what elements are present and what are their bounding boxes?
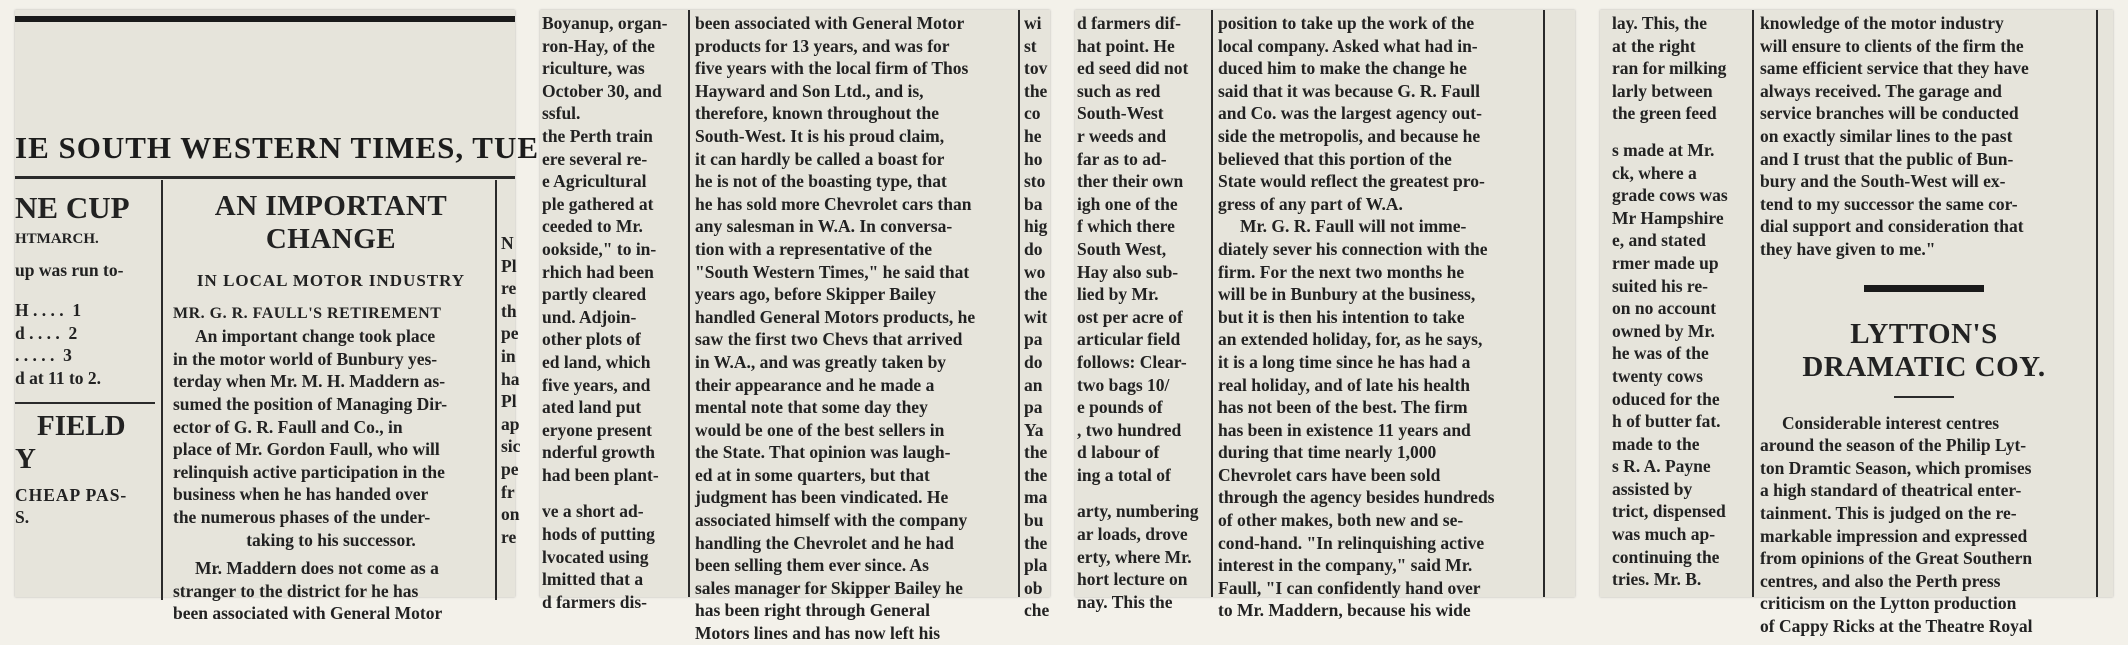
fragment: pe	[501, 458, 519, 479]
text-line: always received. The garage and	[1760, 80, 2002, 101]
text-line: sto	[1024, 171, 1046, 192]
text-line: two bags 10/	[1077, 374, 1170, 395]
fragment: on	[501, 504, 520, 525]
text-line: Considerable interest centres	[1782, 412, 2000, 433]
lytton-headline: LYTTON'S	[1850, 317, 1998, 350]
text-line: to Mr. Maddern, because his wide	[1218, 600, 1471, 621]
text-line: markable impression and expressed	[1760, 525, 2028, 546]
text-line: und. Adjoin-	[542, 306, 637, 327]
text-line: gress of any part of W.A.	[1218, 193, 1403, 214]
text-line: the	[1024, 464, 1048, 485]
text-line: he	[1024, 125, 1042, 146]
text-line: "South Western Times," he said that	[695, 261, 970, 282]
text-line: has not been of the best. The firm	[1218, 397, 1468, 418]
text-line: ba	[1024, 193, 1043, 214]
text-line: will be in Bunbury at the business,	[1218, 284, 1476, 305]
text-line: their appearance and he made a	[695, 374, 935, 395]
fragment: fr	[501, 481, 515, 502]
fragment: Pl	[501, 391, 517, 412]
text-line: ton Dramtic Season, which promises	[1760, 457, 2032, 478]
text-line: an extended holiday, for, as he says,	[1218, 329, 1483, 350]
text-line: ar loads, drove	[1077, 524, 1188, 545]
text-line: tov	[1024, 58, 1048, 79]
text-line: on no account	[1612, 298, 1717, 319]
text-line: do	[1024, 238, 1043, 259]
odds-line: d at 11 to 2.	[15, 367, 102, 388]
text-line: during that time nearly 1,000	[1218, 442, 1437, 463]
article-byline: MR. G. R. FAULL'S RETIREMENT	[173, 304, 442, 322]
text-line: erty, where Mr.	[1077, 546, 1192, 567]
text-line: ron-Hay, of the	[542, 35, 655, 56]
text-line: ple gathered at	[542, 193, 654, 214]
text-line: hig	[1024, 216, 1048, 237]
column-rule	[161, 180, 163, 600]
text-line	[542, 486, 682, 500]
text-line: on exactly similar lines to the past	[1760, 125, 2013, 146]
text-line: bury and the South-West will ex-	[1760, 171, 2006, 192]
farm-column	[542, 12, 682, 612]
text-line: been selling them ever since. As	[695, 555, 929, 576]
text-line: tend to my successor the same cor-	[1760, 193, 2018, 214]
masthead: IE SOUTH WESTERN TIMES, TUE	[15, 130, 540, 165]
text-line: diately sever his connection with the	[1218, 238, 1488, 259]
text-line: ere several re-	[542, 148, 648, 169]
faull-article-column	[695, 12, 1013, 644]
text-line: taking to his successor.	[246, 529, 416, 550]
text-line: would be one of the best sellers in	[695, 419, 945, 440]
text-line: Faull, "I can confidently hand over	[1218, 577, 1481, 598]
text-line: has been right through General	[695, 600, 930, 621]
text-line: mental note that some day they	[695, 397, 928, 418]
text-line: stranger to the district for he has	[173, 580, 419, 601]
clipping-panel-2	[540, 10, 1050, 644]
text-line: ector of G. R. Faull and Co., in	[173, 416, 403, 437]
text-line: side the metropolis, and because he	[1218, 125, 1481, 146]
text-line: st	[1024, 35, 1037, 56]
text-line: place of Mr. Gordon Faull, who will	[173, 439, 440, 460]
text-line: Ya	[1024, 419, 1044, 440]
text-line: five years, and	[542, 374, 651, 395]
column-rule	[2096, 10, 2098, 597]
text-line: e pounds of	[1077, 397, 1163, 418]
text-line: of Cappy Ricks at the Theatre Royal	[1760, 615, 2033, 636]
result-line: H . . . . 1	[15, 300, 82, 321]
article-headline: AN IMPORTANT CHANGE	[214, 190, 448, 255]
top-rule	[15, 16, 515, 22]
text-line: judgment has been vindicated. He	[695, 487, 949, 508]
text-line: five years with the local firm of Thos	[695, 58, 969, 79]
text-line: but it is then his intention to take	[1218, 306, 1465, 327]
article-divider	[1864, 285, 1984, 292]
text-line: wo	[1024, 261, 1046, 282]
text-line: the Perth train	[542, 125, 653, 146]
text-line: duced him to make the change he	[1218, 58, 1467, 79]
text-line: service branches will be conducted	[1760, 103, 2019, 124]
fragment: ha	[501, 368, 520, 389]
masthead-rule	[15, 176, 515, 179]
text-line: South West,	[1077, 238, 1167, 259]
y-glyph: Y	[15, 442, 36, 475]
text-line: the	[1024, 80, 1048, 101]
text-line: believed that this portion of the	[1218, 148, 1452, 169]
text-line: Mr. G. R. Faull will not imme-	[1240, 216, 1467, 237]
text-line: saw the first two Chevs that arrived	[695, 329, 963, 350]
s-line: S.	[15, 507, 30, 528]
text-line: arty, numbering	[1077, 501, 1199, 522]
text-line: interest in the company," said Mr.	[1218, 555, 1473, 576]
field-heading: FIELD	[37, 409, 126, 442]
text-line: position to take up the work of the	[1218, 13, 1475, 33]
text-line: oduced for the	[1612, 388, 1720, 409]
column-rule	[1211, 10, 1213, 597]
fragment: re	[501, 278, 517, 299]
text-line: cond-hand. "In relinquishing active	[1218, 532, 1485, 553]
cup-heading: NE CUP	[15, 190, 130, 225]
fragment: N	[501, 233, 514, 253]
text-line: around the season of the Philip Lyt-	[1760, 435, 2027, 456]
text-line: local company. Asked what had in-	[1218, 35, 1478, 56]
text-line: owned by Mr.	[1612, 320, 1715, 341]
text-line: criticism on the Lytton production	[1760, 593, 2017, 614]
text-line: years ago, before Skipper Bailey	[695, 284, 936, 305]
text-line: eryone present	[542, 419, 652, 440]
text-line: ceeded to Mr.	[542, 216, 643, 237]
text-line: a high standard of theatrical enter-	[1760, 480, 2022, 501]
text-line: Mr Hampshire	[1612, 207, 1724, 228]
text-line: will ensure to clients of the firm the	[1760, 35, 2024, 56]
text-line: lay. This, the	[1612, 13, 1707, 33]
text-line: , two hundred	[1077, 419, 1182, 440]
text-line: ob	[1024, 577, 1043, 598]
text-line: firm. For the next two months he	[1218, 261, 1465, 282]
text-line: ma	[1024, 487, 1048, 508]
text-line: the	[1024, 284, 1048, 305]
text-line: South-West	[1077, 103, 1164, 124]
text-line: he was of the	[1612, 343, 1709, 364]
text-line: riculture, was	[542, 58, 645, 79]
text-line: South-West. It is his proud claim,	[695, 125, 945, 146]
text-line: the numerous phases of the under-	[173, 506, 431, 527]
text-line: the green feed	[1612, 103, 1717, 124]
text-line: it is a long time since he has had a	[1218, 351, 1471, 372]
text-line: ck, where a	[1612, 162, 1697, 183]
text-line: sales manager for Skipper Bailey he	[695, 577, 963, 598]
text-line: ated land put	[542, 397, 642, 418]
text-line: had been plant-	[542, 464, 659, 485]
text-line: ed at in some quarters, but that	[695, 464, 930, 485]
text-line: any salesman in W.A. In conversa-	[695, 216, 953, 237]
text-line: of other makes, both new and se-	[1218, 510, 1464, 531]
text-line: f which there	[1077, 216, 1175, 237]
text-line: hort lecture on	[1077, 569, 1188, 590]
text-line: wit	[1024, 306, 1048, 327]
text-line: pa	[1024, 329, 1043, 350]
text-line: do	[1024, 351, 1043, 372]
text-line: e, and stated	[1612, 230, 1706, 251]
text-line: ost per acre of	[1077, 306, 1183, 327]
text-line: it can hardly be called a boast for	[695, 148, 945, 169]
text-line: handling the Chevrolet and he had	[695, 532, 954, 553]
text-line: s R. A. Payne	[1612, 456, 1711, 477]
text-line: ssful.	[542, 103, 581, 124]
fragment: in	[501, 345, 516, 366]
text-line: hat point. He	[1077, 35, 1175, 56]
faull-article-column	[1218, 12, 1536, 621]
text-line: associated himself with the company	[695, 510, 968, 531]
text-line: d farmers dis-	[542, 591, 647, 612]
farm-column	[1077, 12, 1205, 612]
text-line: they have given to me."	[1760, 238, 1936, 259]
text-line: s made at Mr.	[1612, 139, 1715, 160]
text-line: lied by Mr.	[1077, 284, 1159, 305]
text-line: lmitted that a	[542, 569, 644, 590]
cheap-line: CHEAP PAS-	[15, 484, 128, 505]
text-line: follows: Clear-	[1077, 351, 1187, 372]
text-line: in the motor world of Bunbury yes-	[173, 348, 438, 369]
text-line: assisted by	[1612, 478, 1693, 499]
fragment: re	[501, 526, 517, 547]
text-line: larly between	[1612, 80, 1713, 101]
text-line: igh one of the	[1077, 193, 1178, 214]
text-line: was much ap-	[1612, 524, 1716, 545]
text-line: such as red	[1077, 80, 1161, 101]
text-line: nay. This the	[1077, 591, 1173, 612]
text-line: the State. That opinion was laugh-	[695, 442, 951, 463]
text-line: relinquish active participation in the	[173, 461, 445, 482]
important-change-article	[173, 190, 489, 624]
text-line: rmer made up	[1612, 252, 1719, 273]
text-line: made to the	[1612, 433, 1700, 454]
text-line: ed seed did not	[1077, 58, 1189, 79]
text-line: partly cleared	[542, 284, 647, 305]
text-line: October 30, and	[542, 80, 662, 101]
text-line: articular field	[1077, 329, 1181, 350]
text-line: d farmers dif-	[1077, 13, 1182, 33]
text-line: Chevrolet cars have been sold	[1218, 464, 1441, 485]
text-line: at the right	[1612, 35, 1696, 56]
text-line: from opinions of the Great Southern	[1760, 548, 2033, 569]
left-column-fragment	[15, 180, 155, 600]
fragment: Pl	[501, 255, 517, 276]
text-line: nderful growth	[542, 442, 655, 463]
text-line: Mr. Maddern does not come as a	[195, 558, 439, 579]
text-line: trict, dispensed	[1612, 501, 1726, 522]
text-line: co	[1024, 103, 1041, 124]
text-line: through the agency besides hundreds	[1218, 487, 1495, 508]
column-rule	[495, 180, 497, 600]
text-line: hods of putting	[542, 524, 655, 545]
text-line: and Co. was the largest agency out-	[1218, 103, 1482, 124]
text-line: ve a short ad-	[542, 501, 644, 522]
text-line: ho	[1024, 148, 1043, 169]
text-line: pa	[1024, 397, 1043, 418]
text-line: ran for milking	[1612, 58, 1727, 79]
text-line: Hayward and Son Ltd., and is,	[695, 80, 924, 101]
text-line: dial support and consideration that	[1760, 216, 2024, 237]
text-line: the	[1024, 442, 1048, 463]
text-line: tion with a representative of the	[695, 238, 933, 259]
fragment: ap	[501, 413, 520, 434]
text-line: grade cows was	[1612, 185, 1728, 206]
right-column-fragment	[501, 232, 521, 602]
farm-column	[1612, 12, 1746, 599]
text-line: bu	[1024, 510, 1044, 531]
text-line: in W.A., and was greatly taken by	[695, 351, 947, 372]
clipping-panel-3	[1075, 10, 1575, 621]
result-line: d . . . . 2	[15, 322, 78, 343]
text-line: said that it was because G. R. Faull	[1218, 80, 1481, 101]
text-line: he has sold more Chevrolet cars than	[695, 193, 972, 214]
text-line: Boyanup, organ-	[542, 13, 668, 33]
text-line: sumed the position of Managing Dir-	[173, 393, 448, 414]
text-line: he is not of the boasting type, that	[695, 171, 947, 192]
headline-rule	[1894, 396, 1954, 398]
text-line: rhich had been	[542, 261, 654, 282]
text-line: twenty cows	[1612, 365, 1703, 386]
text-line: e Agricultural	[542, 171, 647, 192]
result-line: . . . . . 3	[15, 345, 72, 366]
text-line: ther their own	[1077, 171, 1184, 192]
text-line: An important change took place	[195, 326, 436, 347]
text-line: Motors lines and has now left his	[695, 623, 941, 644]
text-line: ed land, which	[542, 351, 651, 372]
text-line: products for 13 years, and was for	[695, 35, 950, 56]
column-rule	[1018, 10, 1020, 597]
text-line: continuing the	[1612, 546, 1720, 567]
text-line: and I trust that the public of Bun-	[1760, 148, 2014, 169]
text-line: pla	[1024, 555, 1048, 576]
clipping-panel-1	[15, 10, 540, 624]
text-line: therefore, known throughout the	[695, 103, 940, 124]
lytton-headline: DRAMATIC COY.	[1802, 350, 2046, 383]
march-line: HTMARCH.	[15, 231, 99, 247]
text-line: an	[1024, 374, 1043, 395]
text-line: centres, and also the Perth press	[1760, 570, 2001, 591]
text-line: Hay also sub-	[1077, 261, 1179, 282]
text-line: lvocated using	[542, 546, 649, 567]
text-line: knowledge of the motor industry	[1760, 13, 2004, 33]
text-line: tries. Mr. B.	[1612, 569, 1702, 590]
text-line: State would reflect the greatest pro-	[1218, 171, 1485, 192]
text-line: ookside," to in-	[542, 238, 657, 259]
fragment: sic	[501, 436, 521, 457]
text-line: d labour of	[1077, 442, 1160, 463]
text-line: che	[1024, 600, 1050, 621]
text-line: other plots of	[542, 329, 641, 350]
text-line: tainment. This is judged on the re-	[1760, 502, 2017, 523]
right-column-fragment	[1024, 12, 1050, 621]
text-line: has been in existence 11 years and	[1218, 419, 1471, 440]
text-line: suited his re-	[1612, 275, 1708, 296]
fragment: th	[501, 300, 517, 321]
text-line: handled General Motors products, he	[695, 306, 976, 327]
text-line	[1077, 486, 1205, 500]
clipping-panel-4	[1600, 10, 2113, 636]
text-line: been associated with General Motor	[695, 13, 965, 33]
text-line	[1612, 125, 1746, 139]
text-line: business when he has handed over	[173, 484, 429, 505]
faull-article-column	[1760, 12, 2088, 636]
text-line: been associated with General Motor	[173, 603, 443, 624]
fragment: pe	[501, 323, 519, 344]
text-line: wi	[1024, 13, 1042, 33]
text-line: same efficient service that they have	[1760, 58, 2029, 79]
text-line: real holiday, and of late his health	[1218, 374, 1471, 395]
column-rule	[688, 10, 690, 597]
text-line: far as to ad-	[1077, 148, 1167, 169]
article-subhead: IN LOCAL MOTOR INDUSTRY	[196, 271, 466, 290]
column-rule	[1543, 10, 1545, 597]
text-line: the	[1024, 532, 1048, 553]
text-line: ing a total of	[1077, 464, 1171, 485]
text-line: h of butter fat.	[1612, 411, 1721, 432]
text-line: terday when Mr. M. H. Maddern as-	[173, 371, 446, 392]
column-rule	[1752, 10, 1754, 597]
run-line: up was run to-	[15, 259, 124, 280]
section-rule	[15, 402, 155, 404]
text-line: r weeds and	[1077, 125, 1167, 146]
